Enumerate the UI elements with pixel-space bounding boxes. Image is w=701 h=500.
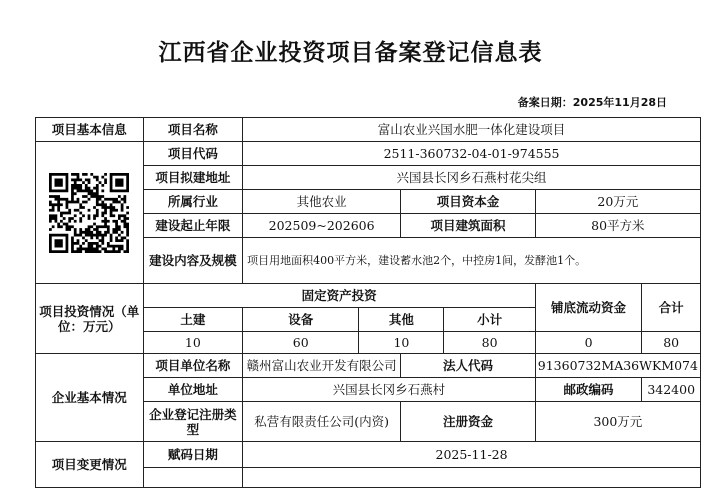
section-project-basic: 项目基本信息: [36, 118, 144, 142]
section-company: 企业基本情况: [36, 354, 144, 442]
value-code-date: 2025-11-28: [243, 442, 701, 468]
filing-date: 备案日期：2025年11月28日: [517, 96, 667, 109]
value-construction-content: 项目用地面积400平方米，建设蓄水池2个，中控房1间，发酵池1个。: [243, 238, 701, 284]
value-postal-code: 342400: [642, 378, 701, 402]
section-investment: 项目投资情况（单位：万元）: [36, 284, 144, 354]
label-construction-period: 建设起止年限: [143, 214, 242, 238]
value-working-capital: 0: [535, 332, 642, 354]
value-other: 10: [359, 332, 444, 354]
value-legal-code: 91360732MA36WKM074: [535, 354, 700, 378]
qr-code-icon: [49, 173, 129, 253]
label-registration-type: 企业登记注册类型: [143, 402, 242, 442]
value-subtotal: 80: [444, 332, 535, 354]
label-unit-address: 单位地址: [143, 378, 242, 402]
value-registered-capital: 300万元: [535, 402, 700, 442]
value-equipment: 60: [243, 332, 359, 354]
empty-cell: [243, 468, 701, 488]
label-unit-name: 项目单位名称: [143, 354, 242, 378]
filing-table: [35, 117, 701, 488]
label-total: 合计: [642, 284, 701, 332]
label-subtotal: 小计: [444, 308, 535, 332]
label-equipment: 设备: [243, 308, 359, 332]
label-legal-code: 法人代码: [401, 354, 536, 378]
value-unit-address: 兴国县长冈乡石燕村: [243, 378, 536, 402]
empty-cell: [143, 468, 242, 488]
label-fixed-assets: 固定资产投资: [143, 284, 535, 308]
label-civil-works: 土建: [143, 308, 242, 332]
label-project-code: 项目代码: [143, 142, 242, 166]
label-building-area: 项目建筑面积: [401, 214, 536, 238]
value-total: 80: [642, 332, 701, 354]
value-project-code: 2511-360732-04-01-974555: [243, 142, 701, 166]
page-title: 江西省企业投资项目备案登记信息表: [158, 40, 543, 66]
label-postal-code: 邮政编码: [535, 378, 642, 402]
label-other: 其他: [359, 308, 444, 332]
value-building-area: 80平方米: [535, 214, 700, 238]
value-construction-period: 202509~202606: [243, 214, 401, 238]
value-industry: 其他农业: [243, 190, 401, 214]
value-project-location: 兴国县长冈乡石燕村花尖组: [243, 166, 701, 190]
section-project-change: 项目变更情况: [36, 442, 144, 488]
qr-code-cell: [36, 142, 144, 284]
label-project-name: 项目名称: [143, 118, 242, 142]
value-unit-name: 赣州富山农业开发有限公司: [243, 354, 401, 378]
label-project-location: 项目拟建地址: [143, 166, 242, 190]
label-industry: 所属行业: [143, 190, 242, 214]
label-code-date: 赋码日期: [143, 442, 242, 468]
label-registered-capital: 注册资金: [401, 402, 536, 442]
value-project-capital: 20万元: [535, 190, 700, 214]
label-working-capital: 铺底流动资金: [535, 284, 642, 332]
value-project-name: 富山农业兴国水肥一体化建设项目: [243, 118, 701, 142]
value-registration-type: 私营有限责任公司(内资): [243, 402, 401, 442]
value-civil-works: 10: [143, 332, 242, 354]
label-construction-content: 建设内容及规模: [143, 238, 242, 284]
label-project-capital: 项目资本金: [401, 190, 536, 214]
